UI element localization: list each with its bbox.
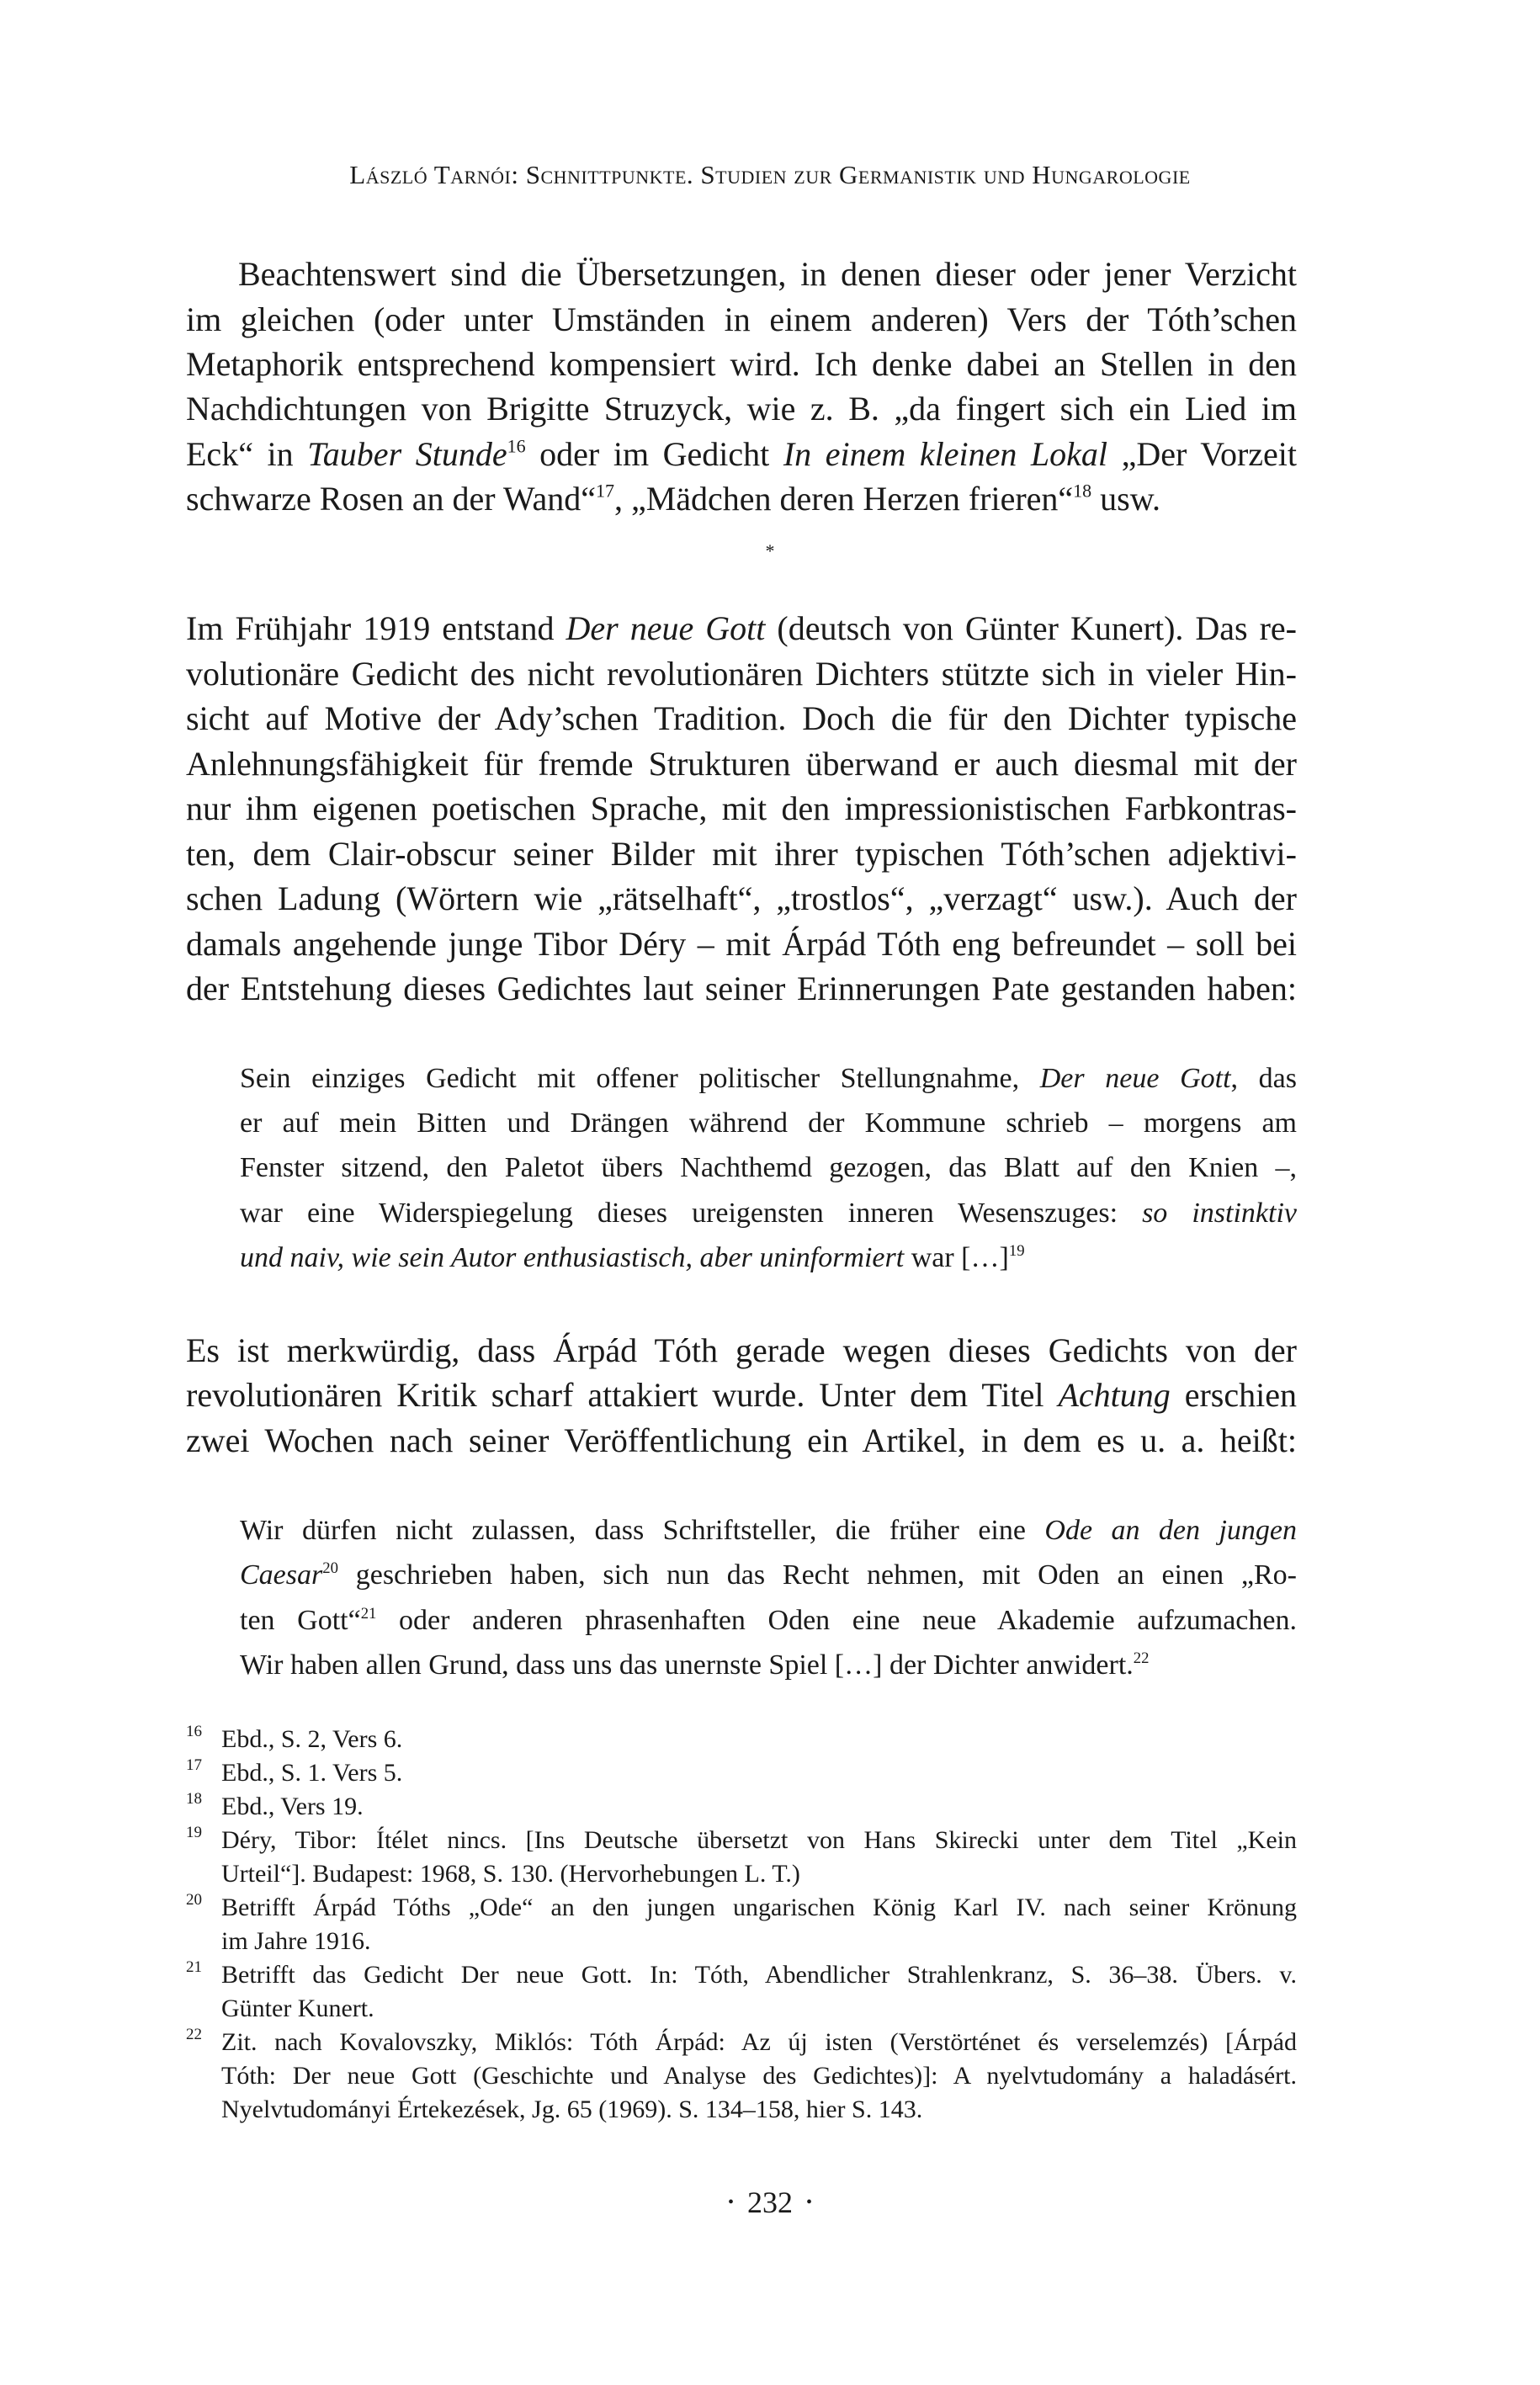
text-line: Es ist merkwürdig, dass Árpád Tóth gerade wegen dieses Gedichts von der [186, 1331, 1297, 1369]
footnote-text: Betrifft Árpád Tóths „Ode“ an den jungen ungarischen König Karl IV. nach seiner Krönung [221, 1894, 1297, 1921]
footnote-number: 17 [186, 1756, 202, 1774]
work-title: Achtung [1058, 1376, 1171, 1414]
quote-line: Caesar$^{20}$ geschrieben haben, sich nun das Recht nehmen, mit Oden an einen „Ro- [240, 1559, 1297, 1591]
text-line: schwarze Rosen an der Wand“$^{17}$, „Mädchen deren Herzen frieren“$^{18}$ usw. [186, 480, 1161, 518]
footnote-text: Déry, Tibor: Ítélet nincs. [Ins Deutsche übersetzt von Hans Skirecki unter dem Titel „Kein [221, 1826, 1297, 1854]
text-line: nur ihm eigenen poetischen Sprache, mit den impressionistischen Farbkontras- [186, 789, 1297, 827]
running-head: László Tarnói: Schnittpunkte. Studien zur Germanistik und Hungarologie [349, 160, 1191, 189]
footnote-text: Ebd., S. 1. Vers 5. [221, 1759, 403, 1787]
footnote-number: 21 [186, 1958, 202, 1976]
footnote-number: 18 [186, 1790, 202, 1808]
footnote-text: im Jahre 1916. [221, 1927, 371, 1955]
footnote-ref[interactable]: 19 [1008, 1241, 1025, 1260]
emphasis: und naiv, wie sein Autor enthusiastisch, aber uninformiert [240, 1242, 905, 1273]
quote-line: er auf mein Bitten und Drängen während der Kommune schrieb – morgens am [240, 1108, 1297, 1139]
text-line: Metaphorik entsprechend kompensiert wird. Ich denke dabei an Stellen in den [186, 345, 1297, 383]
text-line: ten, dem Clair-obscur seiner Bilder mit ihrer typischen Tóth’schen adjektivi- [186, 835, 1297, 873]
bullet-ornament-icon: • [727, 2193, 734, 2212]
page-number [0, 2185, 1540, 2220]
footnote-number: 20 [186, 1891, 202, 1909]
quote-line: Wir haben allen Grund, dass uns das unernste Spiel […] der Dichter anwidert.$^{22}$ [240, 1649, 1150, 1681]
text-line: im gleichen (oder unter Umständen in einem anderen) Vers der Tóth’schen [186, 300, 1297, 338]
text-line: revolutionären Kritik scharf attakiert wurde. Unter dem Titel Achtung erschien [186, 1376, 1297, 1414]
quote-line: Sein einziges Gedicht mit offener politischer Stellungnahme, Der neue Gott, das [240, 1063, 1297, 1094]
bullet-ornament-icon: • [806, 2193, 813, 2212]
text-line: zwei Wochen nach seiner Veröffentlichung ein Artikel, in dem es u. a. heißt: [186, 1421, 1297, 1459]
footnote-ref[interactable]: 18 [1073, 480, 1092, 502]
text-line: Im Frühjahr 1919 entstand Der neue Gott (deutsch von Günter Kunert). Das re- [186, 609, 1297, 647]
work-title: Ode an den jungen [1044, 1515, 1297, 1546]
footnote-text: Betrifft das Gedicht Der neue Gott. In: Tóth, Abendlicher Strahlenkranz, S. 36–38. Übers. v. [221, 1961, 1297, 1989]
text-line: Nachdichtungen von Brigitte Struzyck, wie z. B. „da fingert sich ein Lied im [186, 390, 1297, 428]
quote-line: Wir dürfen nicht zulassen, dass Schriftsteller, die früher eine Ode an den jungen [240, 1515, 1297, 1546]
quote-line: war eine Widerspiegelung dieses ureigensten inneren Wesenszuges: so instinktiv [240, 1198, 1297, 1229]
quote-line: und naiv, wie sein Autor enthusiastisch, aber uninformiert war […]$^{19}$ [240, 1241, 1025, 1273]
footnote-text: Günter Kunert. [221, 1995, 374, 2022]
work-title: Der neue Gott [566, 609, 766, 647]
work-title: Tauber Stunde [307, 435, 507, 473]
text-line: der Entstehung dieses Gedichtes laut seiner Erinnerungen Pate gestanden haben: [186, 969, 1297, 1007]
footnote-text: Urteil“]. Budapest: 1968, S. 130. (Hervorhebungen L. T.) [221, 1860, 800, 1888]
work-title: In einem kleinen Lokal [783, 435, 1108, 473]
footnote-number: 16 [186, 1723, 202, 1740]
emphasis: so instinktiv [1142, 1198, 1297, 1229]
text-line: Beachtenswert sind die Übersetzungen, in denen dieser oder jener Verzicht [238, 255, 1297, 293]
quote-line: ten Gott“$^{21}$ oder anderen phrasenhaften Oden eine neue Akademie aufzumachen. [240, 1604, 1297, 1636]
footnote-ref[interactable]: 20 [322, 1559, 338, 1577]
work-title: Caesar [240, 1559, 323, 1591]
footnote-text: Ebd., S. 2, Vers 6. [221, 1725, 403, 1753]
page-number-value: 232 [747, 2186, 793, 2219]
footnote-ref[interactable]: 21 [360, 1604, 377, 1623]
section-divider-asterisk-icon: * [765, 540, 775, 561]
footnote-text: Nyelvtudományi Értekezések, Jg. 65 (1969). S. 134–158, hier S. 143. [221, 2096, 923, 2123]
text-line: Anlehnungsfähigkeit für fremde Strukturen überwand er auch diesmal mit der [186, 745, 1297, 783]
footnote-ref[interactable]: 16 [507, 435, 526, 457]
footnote-text: Tóth: Der neue Gott (Geschichte und Analyse des Gedichtes)]: A nyelvtudomány a haladásért. [221, 2062, 1297, 2090]
footnote-text: Ebd., Vers 19. [221, 1793, 364, 1820]
text-line: sicht auf Motive der Ady’schen Tradition. Doch die für den Dichter typische [186, 699, 1297, 737]
work-title: Der neue Gott [1039, 1063, 1231, 1094]
footnote-ref[interactable]: 22 [1133, 1649, 1150, 1667]
text-line: damals angehende junge Tibor Déry – mit Árpád Tóth eng befreundet – soll bei [186, 925, 1297, 963]
footnote-number: 22 [186, 2026, 202, 2043]
text-line: volutionäre Gedicht des nicht revolutionären Dichters stützte sich in vieler Hin- [186, 655, 1297, 693]
text-line: Eck“ in Tauber Stunde$^{16}$ oder im Gedicht In einem kleinen Lokal „Der Vorzeit [186, 435, 1297, 473]
text-line: schen Ladung (Wörtern wie „rätselhaft“, „trostlos“, „verzagt“ usw.). Auch der [186, 879, 1297, 917]
quote-line: Fenster sitzend, den Paletot übers Nachthemd gezogen, das Blatt auf den Knien –, [240, 1152, 1297, 1183]
footnote-ref[interactable]: 17 [595, 480, 614, 502]
footnote-number: 19 [186, 1824, 202, 1841]
footnote-text: Zit. nach Kovalovszky, Miklós: Tóth Árpád: Az új isten (Verstörténet és verselemzés) [Árpád [221, 2028, 1297, 2056]
